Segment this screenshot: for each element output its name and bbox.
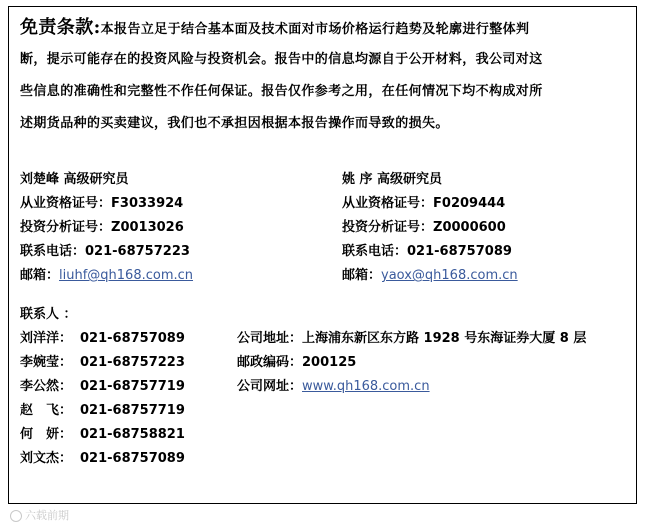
disclaimer-heading: 免责条款: [20,17,101,38]
contact-row [20,423,185,447]
contacts-list [20,303,185,471]
contact-row [20,375,185,399]
contact-row [20,447,185,471]
email-label: 邮箱： [342,268,382,283]
analyst-consult-row [20,216,193,240]
analyst-name-title: 姚 序 高级研究员 [342,172,443,187]
disclaimer-line [20,12,632,44]
contacts-heading: 联系人 ： [20,307,77,322]
phone-number: 021-68757223 [85,244,190,259]
analyst-phone-row [20,240,193,264]
contact-phone: 021-68757223 [80,355,185,370]
email-link[interactable]: liuhf@qh168.com.cn [59,268,194,283]
contact-phone: 021-68757089 [80,331,185,346]
disclaimer-line: 断，提示可能存在的投资风险与投资机会。报告中的信息均源自于公开材料，我公司对这 [20,52,543,67]
license-number: F0209444 [433,196,506,211]
contact-name: 何 妍： [20,427,73,442]
consult-label: 投资分析证号： [342,220,434,235]
phone-label: 联系电话： [342,244,408,259]
disclaimer-block [20,12,632,140]
email-link[interactable]: yaox@qh168.com.cn [381,268,518,283]
contact-phone: 021-68757719 [80,379,185,394]
disclaimer-line: 述期货品种的买卖建议，我们也不承担因根据本报告操作而导致的损失。 [20,116,449,131]
analyst-card-liu [20,168,193,288]
address-label: 公司地址： [237,331,303,346]
contact-row [20,399,185,423]
contact-row [20,327,185,351]
analyst-license-row [342,192,518,216]
license-label: 从业资格证号： [342,196,434,211]
disclaimer-text: 本报告立足于结合基本面及技术面对市场价格运行趋势及轮廓进行整体判 [100,22,530,37]
watermark [10,507,69,523]
contact-name: 李婉莹： [20,355,73,370]
watermark-text: 六载前期 [25,509,69,522]
contact-phone: 021-68757089 [80,451,185,466]
contact-name: 赵 飞： [20,403,73,418]
company-website-row [237,375,586,399]
website-label: 公司网址： [237,379,303,394]
disclaimer-line: 些信息的准确性和完整性不作任何保证。报告仅作参考之用，在任何情况下均不构成对所 [20,84,543,99]
contact-phone: 021-68758821 [80,427,185,442]
contact-phone: 021-68757719 [80,403,185,418]
company-address: 上海浦东新区东方路 1928 号东海证券大厦 8 层 [302,331,587,346]
license-number: F3033924 [111,196,184,211]
company-address-row [237,327,586,351]
consult-label: 投资分析证号： [20,220,112,235]
license-label: 从业资格证号： [20,196,112,211]
company-website-link[interactable]: www.qh168.com.cn [302,379,430,394]
analyst-license-row [20,192,193,216]
company-info [237,327,586,399]
postcode-label: 邮政编码： [237,355,303,370]
phone-number: 021-68757089 [407,244,512,259]
analyst-card-yao [342,168,518,288]
contact-name: 李公然： [20,379,73,394]
analyst-name-title: 刘楚峰 高级研究员 [20,172,129,187]
analyst-email-row [20,264,193,288]
contact-row [20,351,185,375]
company-postcode-row [237,351,586,375]
company-postcode: 200125 [302,355,357,370]
consult-number: Z0000600 [433,220,506,235]
email-label: 邮箱： [20,268,60,283]
contact-name: 刘洋洋： [20,331,73,346]
analyst-phone-row [342,240,518,264]
watermark-logo-icon [10,510,22,522]
analyst-email-row [342,264,518,288]
contact-name: 刘文杰： [20,451,73,466]
phone-label: 联系电话： [20,244,86,259]
consult-number: Z0013026 [111,220,184,235]
analyst-consult-row [342,216,518,240]
